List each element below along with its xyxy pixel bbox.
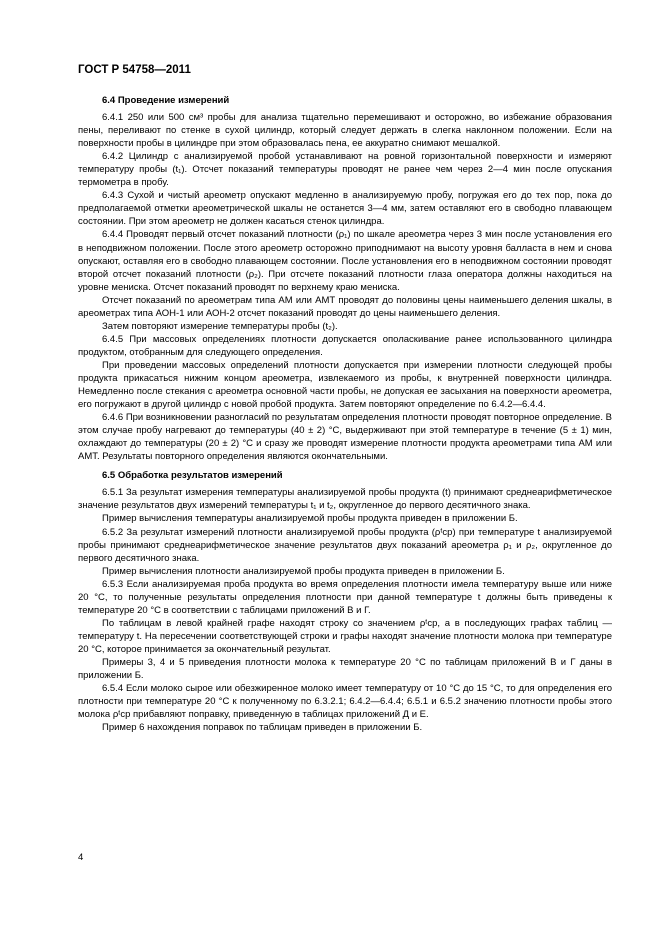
paragraph: Примеры 3, 4 и 5 приведения плотности молока к температуре 20 °С по таблицам приложений В и Г даны в приложении Б. <box>78 656 612 682</box>
paragraph: При проведении массовых определений плотности допускается при измерении плотности следующей пробы продукта прикасаться нижним концом ареометра, извлекаемого из пробы, к внутренней поверхности цилиндра. Немедленно после стекания с ареометра основной части пробы, не допуская ее засыхания на поверхности ареометра, его погружают в другой цилиндр с новой пробой продукта. Затем повторяют определение по 6.4.2—6.4.4. <box>78 359 612 411</box>
page-number: 4 <box>78 852 84 863</box>
paragraph: Отсчет показаний по ареометрам типа АМ или АМТ проводят до половины цены наименьшего деления шкалы, в ареометрах типа АОН-1 или АОН-2 отсчет показаний проводят до цены наименьшего деления. <box>78 294 612 319</box>
paragraph: 6.5.3 Если анализируемая проба продукта во время определения плотности имела температуру выше или ниже 20 °С, то полученные результаты определения плотности при данной температуре t должны быть приведены к температуре 20 °С в соответствии с таблицами приложений В и Г. <box>78 578 612 616</box>
paragraph: Пример 6 нахождения поправок по таблицам приведен в приложении Б. <box>102 722 423 734</box>
paragraph: 6.5.1 За результат измерения температуры анализируемой пробы продукта (t) принимают среднеарифметическое значение результатов двух измерений температуры t₁ и t₂, округленное до первого десятичного знака. <box>78 487 612 512</box>
paragraph: По таблицам в левой крайней графе находят строку со значением ρᵗср, а в последующих графах таблиц — температуру t. На пересечении соответствующей строки и графы находят значение плотности молока при температуре 20 °С, которое принимается за окончательный результат. <box>78 617 612 655</box>
paragraph: 6.4.4 Проводят первый отсчет показаний плотности (ρ₁) по шкале ареометра через 3 мин после установления его в неподвижном положении. После этого ареометр осторожно приподнимают на высоту уровня балласта в нем и снова опускают, оставляя его в свободно плавающем состоянии. После установления его в неподвижном состоянии проводят второй отсчет показаний плотности (ρ₂). При отсчете показаний плотности глаза оператора должны находиться на уровне мениска. Отсчет показаний проводят по верхнему краю мениска. <box>78 229 612 293</box>
paragraph: Пример вычисления температуры анализируемой пробы продукта приведен в приложении Б. <box>102 513 518 525</box>
document-header: ГОСТ Р 54758—2011 <box>78 64 191 76</box>
paragraph: 6.4.6 При возникновении разногласий по результатам определения плотности проводят повторное определение. В этом случае пробу нагревают до температуры (40 ± 2) °С, выдерживают при этой температуре в течение (5 ± 1) мин, охлаждают до температуры (20 ± 2) °С и сразу же проводят измерение плотности продукта ареометрами типа АМ или АМТ. Результаты повторного определения являются окончательными. <box>78 412 612 463</box>
paragraph: Затем повторяют измерение температуры пробы (t₂). <box>102 320 338 332</box>
page-body <box>78 92 612 734</box>
paragraph: 6.4.1 250 или 500 см³ пробы для анализа тщательно перемешивают и осторожно, во избежание образования пены, переливают по стенке в сухой цилиндр, который следует держать в слегка наклонном положении. Если на поверхности пробы в цилиндре при этом образовалась пена, ее аккуратно снимают мешалкой. <box>78 112 612 150</box>
section-heading-6-5: 6.5 Обработка результатов измерений <box>102 470 283 482</box>
paragraph: 6.5.2 За результат измерений плотности анализируемой пробы продукта (ρᵗср) при температуре t анализируемой пробы принимают среднеарифметическое значение результатов двух показаний ареометра ρ₁ и ρ₂, округленное до первого десятичного знака. <box>78 526 612 564</box>
section-heading-6-4: 6.4 Проведение измерений <box>102 95 230 106</box>
paragraph: 6.4.3 Сухой и чистый ареометр опускают медленно в анализируемую пробу, погружая его до тех пор, пока до предполагаемой отметки ареометрической шкалы не останется 3—4 мм, затем оставляют его в свободно плавающем состоянии. При этом ареометр не должен касаться стенок цилиндра. <box>78 190 612 228</box>
paragraph: 6.4.5 При массовых определениях плотности допускается ополаскивание ранее использованного цилиндра продуктом, отобранным для следующего определения. <box>78 333 612 358</box>
paragraph: 6.5.4 Если молоко сырое или обезжиренное молоко имеет температуру от 10 °С до 15 °С, то для определения его плотности при температуре 20 °С к полученному по 6.3.2.1; 6.4.2—6.4.4; 6.5.1 и 6.5.2 значению плотности пробы этого молока ρᵗср прибавляют поправку, приведенную в таблицах приложений Д и Е. <box>78 683 612 721</box>
paragraph: Пример вычисления плотности анализируемой пробы продукта приведен в приложении Б. <box>102 565 505 577</box>
paragraph: 6.4.2 Цилиндр с анализируемой пробой устанавливают на ровной горизонтальной поверхности и измеряют температуру пробы (t₁). Отсчет показаний температуры проводят не ранее чем через 2—4 мин после опускания термометра в пробу. <box>78 151 612 189</box>
